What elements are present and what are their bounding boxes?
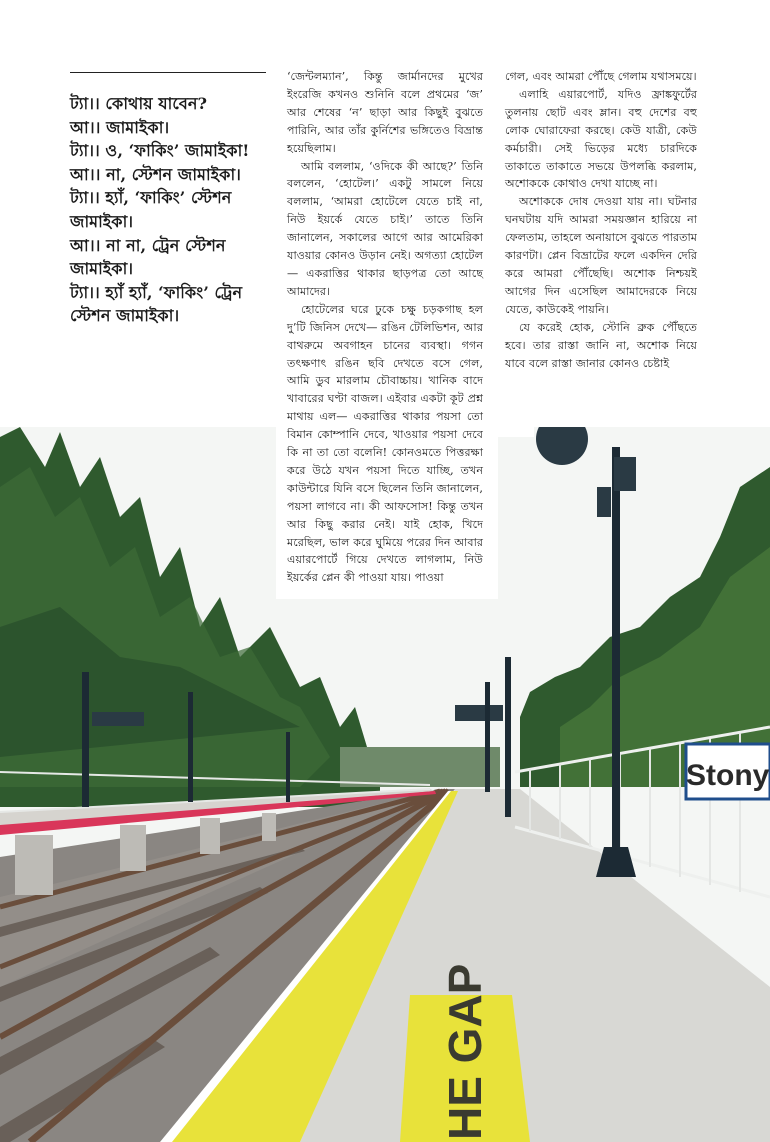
paragraph: অশোককে দোষ দেওয়া যায় না। ঘটনার ঘনঘটায় যদি আমরা সময়জ্ঞান হারিয়ে না ফেলতাম, তাহলে অনায়াসে বুঝতে পারতাম কারণটা। প্লেন বিভ্রাটের ফলে একদিন দেরি করে আমরা পৌঁছেছি। অশোক নিশ্চয়ই আগের দিন এসেছিল আমাদেরকে নিয়ে যেতে, কাউকেই পায়নি। [505, 195, 697, 316]
paragraph: আমি বললাম, ‘ওদিকে কী আছে?’ তিনি বললেন, ‘হোটেল।’ একটু সামলে নিয়ে বললাম, ‘আমরা হোটেলে যেতে চাই না, নিউ ইয়র্কে যেতে চাই।’ তাতে তিনি জানালেন, সকালের আগে আর আমেরিকা যাওয়ার কোনও উড়ান নেই। অগত্যা হোটেল— একরাত্তির থাকার ছাড়পত্র তো আছে আমাদের। [287, 159, 483, 298]
text-backdrop [498, 427, 534, 437]
lamp-post [612, 447, 620, 867]
text-column-3 [505, 68, 697, 372]
station-sign-text: Stony [686, 759, 770, 792]
text-column-2 [287, 68, 483, 587]
dialogue-line: ট্যা।। হ্যাঁ হ্যাঁ, ‘ফাকিং’ ট্রেন স্টেশন জামাইকা। [70, 282, 243, 326]
paragraph: ‘জেন্টলম্যান’, কিন্তু জার্মানদের মুখের ইংরেজি কখনও শুনিনি বলে প্রথমের ‘জ’ আর শেষের ‘ন’ ছাড়া আর কিছুই বুঝতে পারিনি, আর তাঁর কুর্নিশের ভঙ্গিতেও বিভ্রান্ত হয়েছিলাম। [287, 70, 483, 155]
dialogue-line: ট্যা।। কোথায় যাবেন? [70, 94, 208, 113]
dialogue-line: ট্যা।। হ্যাঁ, ‘ফাকিং’ স্টেশন জামাইকা। [70, 188, 232, 231]
paragraph: যে করেই হোক, স্টোনি ব্রুক পৌঁছতে হবে। তার রাস্তা জানি না, অশোক নিয়ে যাবে বলে রাস্তা জানার কোনও চেষ্টাই [505, 320, 697, 370]
dialogue-line: ট্যা।। ও, ‘ফাকিং’ জামাইকা! [70, 141, 250, 161]
dialogue-line: আ।। না, স্টেশন জামাইকা। [70, 164, 241, 184]
dialogue-line: আ।। জামাইকা। [70, 117, 170, 137]
paragraph: হোটেলের ঘরে ঢুকে চক্ষু চড়কগাছ হল দু’টি জিনিস দেখে— রঙিন টেলিভিশন, আর বাথরুমে অবগাহন চানের ব্যবস্থা। গগন তৎক্ষণাৎ রঙিন ছবি দেখতে বসে গেল, আমি ডুব মারলাম চৌবাচ্চায়। খানিক বাদে খাবারের ঘণ্টা বাজল। এইবার একটা কূট প্রশ্ন মাথায় এল— একরাত্তির থাকার পয়সা তো বিমান কোম্পানি দেবে, খাওয়ার পয়সা দেবে কি না তা তো বলেনি! কোনওমতে পিত্তরক্ষা করে উঠে যখন পয়সা দিতে যাচ্ছি, তখন কাউন্টারে যিনি বসে ছিলেন তিনি জানালেন, পয়সা লাগবে না। কী আফসোস! কিন্তু তখন আর কিছু করার নেই। যাই হোক, খিদে মরেছিল, ভাল করে ঘুমিয়ে পরের দিন আবার এয়ারপোর্টে গিয়ে দেখতে লাগলাম, নিউ ইয়র্কের প্লেন কী পাওয়া যায়। পাওয়া [287, 302, 483, 585]
dialogue-block [70, 92, 275, 328]
dialogue-line: আ।। না না, ট্রেন স্টেশন জামাইকা। [70, 235, 226, 279]
section-rule [70, 72, 266, 73]
paragraph: এলাহি এয়ারপোর্ট, যদিও ফ্রাঙ্কফুর্টের তুলনায় ছোট এবং ম্লান। বহু দেশের বহু লোক ঘোরাফেরা করছে। কেউ যাত্রী, কেউ কর্মচারী। সেই ভিড়ের মধ্যে চারদিকে তাকাতে তাকাতে সভয়ে উপলব্ধি করলাম, অশোককে কোথাও দেখা যাচ্ছে না। [505, 87, 697, 191]
gap-marking-text: HE GAP [439, 963, 491, 1140]
paragraph: গেল, এবং আমরা পৌঁছে গেলাম যথাসময়ে। [505, 70, 697, 83]
